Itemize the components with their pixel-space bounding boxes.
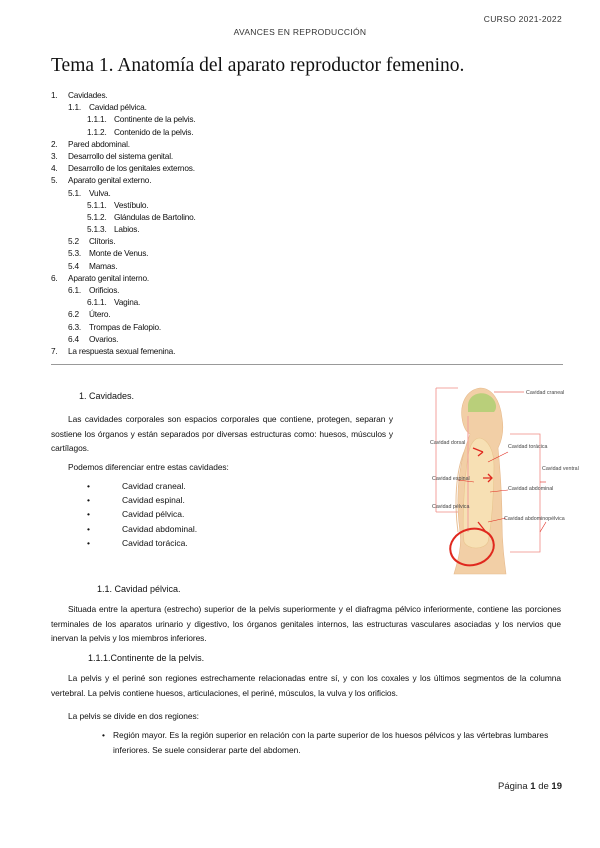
- toc-number: 1.1.: [68, 102, 82, 113]
- page-title: Tema 1. Anatomía del aparato reproductor femenino.: [51, 55, 465, 76]
- bullet-text: Región mayor. Es la región superior en relación con la parte superior de los huesos pélvicos y las vértebras lumbares inferiores. Se suele considerar parte del abdomen.: [113, 730, 549, 755]
- toc-label: Cavidad pélvica.: [89, 102, 147, 113]
- toc-label: Mamas.: [89, 260, 118, 271]
- toc-number: 6.3.: [68, 321, 82, 332]
- label-abdominopelvica: Cavidad abdominopélvica: [504, 516, 565, 522]
- toc-number: 5.1.2.: [87, 211, 107, 222]
- toc-entry[interactable]: [51, 321, 571, 333]
- toc-label: Orificios.: [89, 285, 120, 295]
- toc-entry[interactable]: [51, 333, 571, 345]
- list-item: • Cavidad torácica.: [88, 536, 388, 550]
- toc-entry[interactable]: [51, 162, 571, 174]
- label-ventral: Cavidad ventral: [542, 466, 579, 472]
- section-body: [51, 671, 561, 700]
- toc-entry[interactable]: [51, 174, 571, 186]
- toc-entry[interactable]: [51, 150, 571, 162]
- footer-prefix: Página: [498, 781, 531, 792]
- regions-list: [102, 728, 561, 757]
- toc-number: 1.1.1.: [87, 114, 107, 125]
- toc-entry[interactable]: [51, 199, 571, 211]
- toc-entry[interactable]: [51, 223, 571, 235]
- section-body: [51, 412, 393, 456]
- footer-mid: de: [535, 781, 552, 792]
- toc-label: Glándulas de Bartolino.: [114, 211, 196, 222]
- paragraph: La pelvis se divide en dos regiones:: [68, 711, 199, 721]
- toc-number: 3.: [51, 150, 58, 161]
- toc-number: 5.: [51, 175, 58, 186]
- toc-entry[interactable]: [51, 211, 571, 223]
- page-footer: [498, 781, 562, 792]
- toc-entry[interactable]: [51, 272, 571, 284]
- list-item: • Cavidad abdominal.: [88, 522, 388, 536]
- label-espinal: Cavidad espinal: [432, 476, 470, 482]
- toc-entry[interactable]: [51, 89, 571, 101]
- toc-entry[interactable]: [51, 138, 571, 150]
- toc-label: Desarrollo del sistema genital.: [68, 150, 173, 161]
- toc-entry[interactable]: [51, 247, 571, 259]
- page-number: 1: [530, 781, 536, 792]
- toc-label: Vagina.: [114, 297, 141, 308]
- toc-entry[interactable]: [51, 308, 571, 320]
- toc-number: 5.1.3.: [87, 224, 107, 235]
- body-cavities-figure: [428, 382, 579, 576]
- running-header: AVANCES EN REPRODUCCIÓN: [233, 27, 367, 37]
- toc-label: Útero.: [89, 309, 111, 320]
- section-heading: 1.1. Cavidad pélvica.: [97, 584, 181, 594]
- toc-number: 6.2: [68, 309, 79, 320]
- divider: [51, 364, 563, 365]
- toc-number: 7.: [51, 345, 58, 356]
- toc-label: Trompas de Falopio.: [89, 321, 161, 332]
- toc-number: 5.2: [68, 236, 79, 247]
- paragraph: Las cavidades corporales son espacios corporales que contiene, protegen, separan y sostiene los órganos y están separados por diversas estructuras como: huesos, músculos y cartílagos.: [51, 414, 393, 453]
- list-item: • Cavidad craneal.: [88, 479, 388, 493]
- toc-label: Cavidades.: [68, 90, 108, 100]
- toc-number: 5.1.: [68, 187, 82, 198]
- section-body: [51, 709, 561, 724]
- toc-entry[interactable]: [51, 345, 571, 357]
- toc-label: Aparato genital interno.: [68, 272, 149, 283]
- paragraph: Podemos diferenciar entre estas cavidades:: [68, 462, 229, 472]
- toc-entry[interactable]: [51, 187, 571, 199]
- paragraph: La pelvis y el periné son regiones estrechamente relacionadas entre sí, y con los coxales y los últimos segmentos de la columna vertebral. La pelvis contiene huesos, articulaciones, el periné, músculos, la vulva y los orificios.: [51, 673, 561, 698]
- list-item: • Región mayor. Es la región superior en relación con la parte superior de los huesos pélvicos y las vértebras lumbares inferiores. Se suele considerar parte del abdomen.: [102, 730, 549, 755]
- toc-label: Clítoris.: [89, 236, 116, 247]
- section-heading: 1.1.1.Continente de la pelvis.: [88, 653, 205, 663]
- toc-number: 6.1.: [68, 285, 82, 295]
- toc-label: Pared abdominal.: [68, 138, 130, 149]
- label-dorsal: Cavidad dorsal: [430, 440, 466, 446]
- toc-label: Vestíbulo.: [114, 199, 149, 210]
- toc-label: Labios.: [114, 224, 140, 235]
- toc-number: 5.3.: [68, 248, 82, 259]
- course-label: CURSO 2021-2022: [483, 14, 562, 24]
- toc-number: 5.1.1.: [87, 199, 107, 210]
- toc-entry[interactable]: [51, 101, 571, 113]
- toc-label: Ovarios.: [89, 333, 119, 344]
- toc-label: Desarrollo de los genitales externos.: [68, 163, 195, 174]
- toc-number: 2.: [51, 138, 58, 149]
- toc-label: Monte de Venus.: [89, 248, 149, 259]
- section-heading: 1. Cavidades.: [79, 391, 135, 401]
- toc-label: Aparato genital externo.: [68, 175, 152, 186]
- page-total: 19: [551, 781, 562, 792]
- toc-entry[interactable]: [51, 235, 571, 247]
- toc-number: 1.1.2.: [87, 126, 107, 137]
- paragraph: Situada entre la apertura (estrecho) superior de la pelvis superiormente y el diafragma pélvico inferiormente, contiene las porciones terminales de los aparatos urinario y digestivo, los órganos genitales internos, las estructuras vasculares asociadas y los nervios que inervan la pelvis y los miembros inferiores.: [51, 604, 561, 643]
- label-abdominal: Cavidad abdominal: [508, 486, 554, 492]
- toc-entry[interactable]: [51, 260, 571, 272]
- toc-number: 1.: [51, 90, 58, 100]
- table-of-contents: [51, 89, 571, 357]
- toc-label: Continente de la pelvis.: [114, 114, 196, 125]
- toc-entry[interactable]: [51, 126, 571, 138]
- toc-number: 6.4: [68, 333, 79, 344]
- toc-entry[interactable]: [51, 284, 571, 296]
- list-item: • Cavidad pélvica.: [88, 507, 388, 521]
- toc-number: 4.: [51, 163, 58, 174]
- section-body: [51, 602, 561, 646]
- toc-number: 6.: [51, 272, 58, 283]
- toc-label: La respuesta sexual femenina.: [68, 345, 176, 356]
- toc-number: 6.1.1.: [87, 297, 107, 308]
- label-toracica: Cavidad torácica: [508, 444, 548, 450]
- cavity-list: [88, 479, 388, 550]
- toc-label: Contenido de la pelvis.: [114, 126, 194, 137]
- toc-label: Vulva.: [89, 187, 111, 198]
- label-pelvica: Cavidad pélvica: [432, 504, 470, 510]
- list-item: • Cavidad espinal.: [88, 493, 388, 507]
- toc-number: 5.4: [68, 260, 79, 271]
- toc-entry[interactable]: [51, 113, 571, 125]
- label-craneal: Cavidad craneal: [526, 390, 565, 396]
- toc-entry[interactable]: [51, 296, 571, 308]
